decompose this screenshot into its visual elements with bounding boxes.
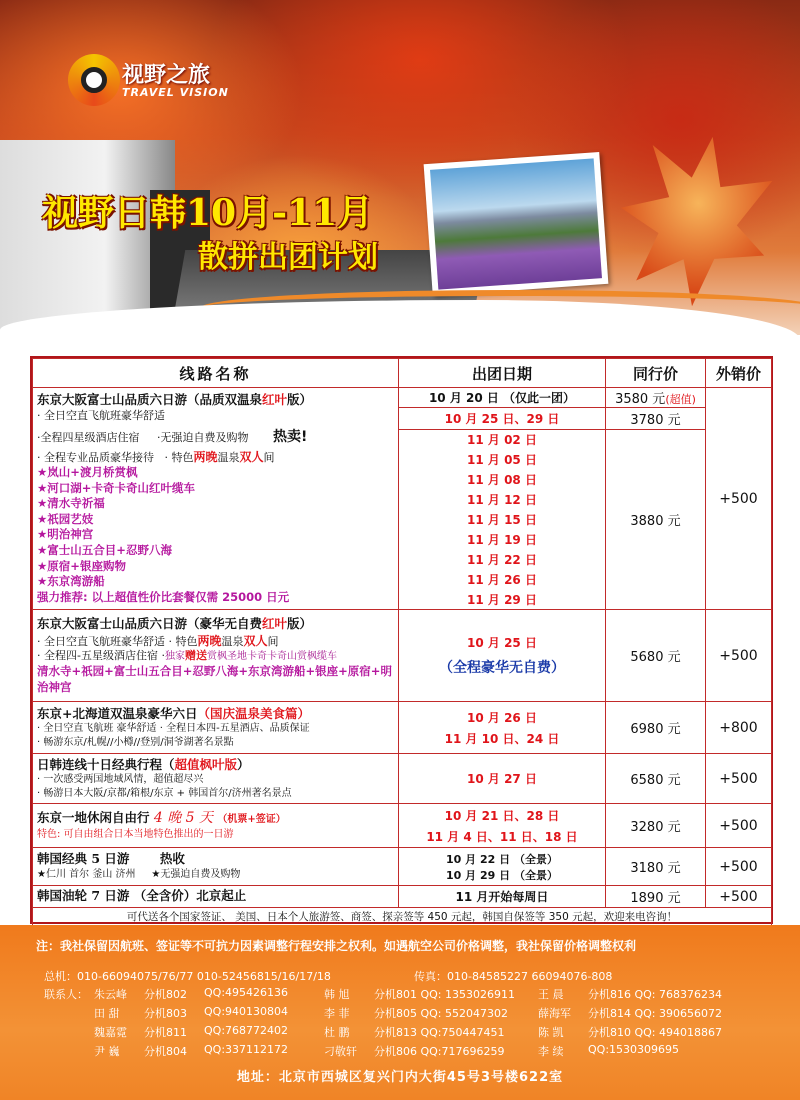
table-row [33,848,772,886]
route-1-title: 东京大阪富士山品质六日游（品质双温泉红叶版） [37,391,313,407]
route-1-date: 11 月 08 日 [467,473,537,487]
route-5-retail-price: +500 [706,804,772,848]
route-1-price-special: 3580 元(超值) [606,388,706,408]
table-row [33,702,772,754]
route-1-recommend: 强力推荐: 以上超值性价比套餐仅需 25000 日元 [37,589,290,604]
disclaimer-note: 注：我社保留因航班、签证等不可抗力因素调整行程安排之权利。如遇航空公司价格调整，我社保留价格调整权利 [36,939,637,953]
route-2-bullet: · 全日空直飞航班豪华舒适 · 特色两晚温泉双人间 [37,633,279,648]
route-4-bullet: · 一次感受两国地域风情，超值超尽兴 [37,774,204,786]
route-4-cell [33,754,399,804]
route-3-retail-price: +800 [706,702,772,754]
address: 地址：北京市西城区复兴门内大街45号3号楼622室 [236,1070,564,1085]
route-2-sights: 清水寺+祇园+富士山五合目+忍野八海+东京湾游船+银座+原宿+明治神宫 [37,664,392,694]
route-5-title: 东京一地休闲自由行 4 晚 5 天 （机票+签证） [37,810,286,827]
route-1-date: 10 月 20 日 （仅此一团） [399,388,606,408]
route-1-bullet: · 全日空直飞航班豪华舒适 [37,408,165,422]
route-4-date: 10 月 27 日 [467,772,537,786]
route-1-sight: ★清水寺祈福 [37,496,105,511]
route-4-price: 6580 元 [606,754,706,804]
route-6-price: 3180 元 [606,848,706,886]
header-retail-price: 外销价 [706,359,772,388]
route-4-title: 日韩连线十日经典行程（超值枫叶版） [37,756,250,772]
contact-row: 田 甜 分机803 QQ:940130804 李 菲 分机805 QQ: 552047302 薛海军 分机814 QQ: 390656072 [94,1005,722,1020]
route-1-sight: ★东京湾游船 [37,574,105,589]
contact-list [44,986,784,1062]
route-2-title: 东京大阪富士山品质六日游（豪华无自费红叶版） [37,615,313,631]
hot-sale-label: 热卖! [272,428,308,445]
route-1-date: 11 月 19 日 [467,533,537,547]
brand-name-en: TRAVEL VISION [122,86,229,99]
route-1-date: 11 月 22 日 [467,553,537,567]
maple-leaf-graphic [604,121,786,318]
header-trade-price: 同行价 [606,359,706,388]
route-1-date: 11 月 05 日 [467,453,537,467]
route-4-bullet: · 畅游日本大阪/京都/箱根/东京 + 韩国首尔/济州著名景点 [37,787,292,799]
route-2-bullet: · 全程四-五星级酒店住宿 ·独家赠送赏枫圣地卡奇卡奇山赏枫缆车 [37,649,337,663]
route-7-title: 韩国油轮 7 日游 （全含价）北京起止 [37,888,247,904]
route-1-bullet-row: ·全程四星级酒店住宿 ·无强迫自费及购物 热卖! [37,428,308,445]
route-6-cell [33,848,399,886]
route-6-title: 韩国经典 5 日游 热收 [37,851,185,867]
route-1-sight: ★原宿+银座购物 [37,558,126,573]
route-3-bullet: · 全日空直飞航班 豪华舒适 · 全程日本四-五星酒店、品质保证 [37,723,310,735]
route-1-sight: ★岚山+渡月桥赏枫 [37,465,138,480]
visa-footnote: 可代送各个国家签证、 美国、日本个人旅游签、商签、探亲签等 450 元起，韩国自保签等 350 元起，欢迎来电咨询！ [33,908,772,926]
route-1-date: 11 月 26 日 [467,573,537,587]
route-1-date: 11 月 29 日 [467,592,537,607]
table-row [33,886,772,908]
route-5-date: 10 月 21 日、28 日 [444,808,560,823]
route-4-retail-price: +500 [706,754,772,804]
itinerary-table-panel [30,356,773,924]
table-row [33,610,772,702]
route-1-sight: ★河口湖+卡奇卡奇山红叶缆车 [37,480,195,495]
header-route: 线路名称 [33,359,399,388]
table-row [33,908,772,926]
route-1-date: 11 月 15 日 [467,513,537,527]
route-2-price: 5680 元 [606,610,706,702]
table-header-row [33,359,772,388]
route-7-price: 1890 元 [606,886,706,908]
route-3-cell [33,702,399,754]
route-6-date-cell [399,848,606,886]
table-row [33,388,772,408]
route-5-price: 3280 元 [606,804,706,848]
route-2-date-note: （全程豪华无自费） [439,660,565,676]
building-wall [0,140,175,335]
contact-row: 尹 巍 分机804 QQ:337112172 刁敬轩 分机806 QQ:717696259 李 续 QQ:1530309695 [94,1043,680,1058]
table-row [33,804,772,848]
hotline-numbers: 总机：010-66094075/76/77 010-52456815/16/17/18 [44,970,331,983]
route-7-date: 11 月开始每周日 [399,886,606,908]
contact-label: 联系人： [44,988,88,1001]
route-1-sight: ★明治神宫 [37,527,94,542]
route-5-feature: 特色: 可自由组合日本当地特色推出的一日游 [37,829,234,841]
route-1-price: 3880 元 [606,430,706,610]
route-1-date: 11 月 02 日 [467,433,537,448]
route-6-date: 10 月 29 日 （全景） [446,868,558,882]
header-date: 出团日期 [399,359,606,388]
route-1-sight: ★祇园艺妓 [37,511,94,526]
route-2-retail-price: +500 [706,610,772,702]
route-2-date-cell [399,610,606,702]
table-row [33,754,772,804]
route-3-price: 6980 元 [606,702,706,754]
route-1-retail-price: +500 [706,388,772,610]
route-6-bullets: ★仁川 首尔 釜山 济州 ★无强迫自费及购物 [37,869,241,881]
brand-name-cn: 视野之旅 [122,63,211,88]
route-6-retail-price: +500 [706,848,772,886]
eye-logo-icon [68,54,120,106]
route-3-date: 11 月 10 日、24 日 [444,731,560,746]
route-1-date: 10 月 25 日、29 日 [444,412,560,426]
route-1-price: 3780 元 [606,408,706,430]
route-2-cell [33,610,399,702]
contact-row: 联系人： 朱云峰 分机802 QQ:495426136 韩 旭 分机801 QQ: 1353026911 王 晨 分机816 QQ: 768376234 [44,986,722,1001]
headline-line2: 散拼出团计划 [198,240,378,275]
fax-number: 传真：010-84585227 66094076-808 [414,970,613,983]
route-5-cell [33,804,399,848]
route-3-title: 东京+北海道双温泉豪华六日（国庆温泉美食篇） [37,705,310,721]
route-1-date: 11 月 12 日 [467,493,537,507]
route-3-date: 10 月 26 日 [467,710,537,725]
route-3-date-cell [399,702,606,754]
landscape-stamp-photo [424,152,609,296]
route-1-bullet-row2: · 全程专业品质豪华接待 · 特色两晚温泉双人间 [37,449,275,464]
route-5-date-cell [399,804,606,848]
route-2-date: 10 月 25 日 [467,636,537,650]
route-1-sight: ★富士山五合目+忍野八海 [37,542,172,557]
route-5-date: 11 月 4 日、11 日、18 日 [426,829,578,844]
hero-banner [0,0,800,335]
itinerary-table [32,358,772,926]
route-3-bullet: · 畅游东京/札幌//小樽//登别/洞爷湖著名景點 [37,736,234,748]
route-6-date: 10 月 22 日 （全景） [446,852,558,866]
contact-row: 魏嘉霓 分机811 QQ:768772402 杜 鹏 分机813 QQ:750447451 陈 凯 分机810 QQ: 494018867 [94,1024,722,1039]
headline-line1: 视野日韩10月-11月 [42,192,374,234]
route-7-retail-price: +500 [706,886,772,908]
route-1-cell [33,388,399,610]
